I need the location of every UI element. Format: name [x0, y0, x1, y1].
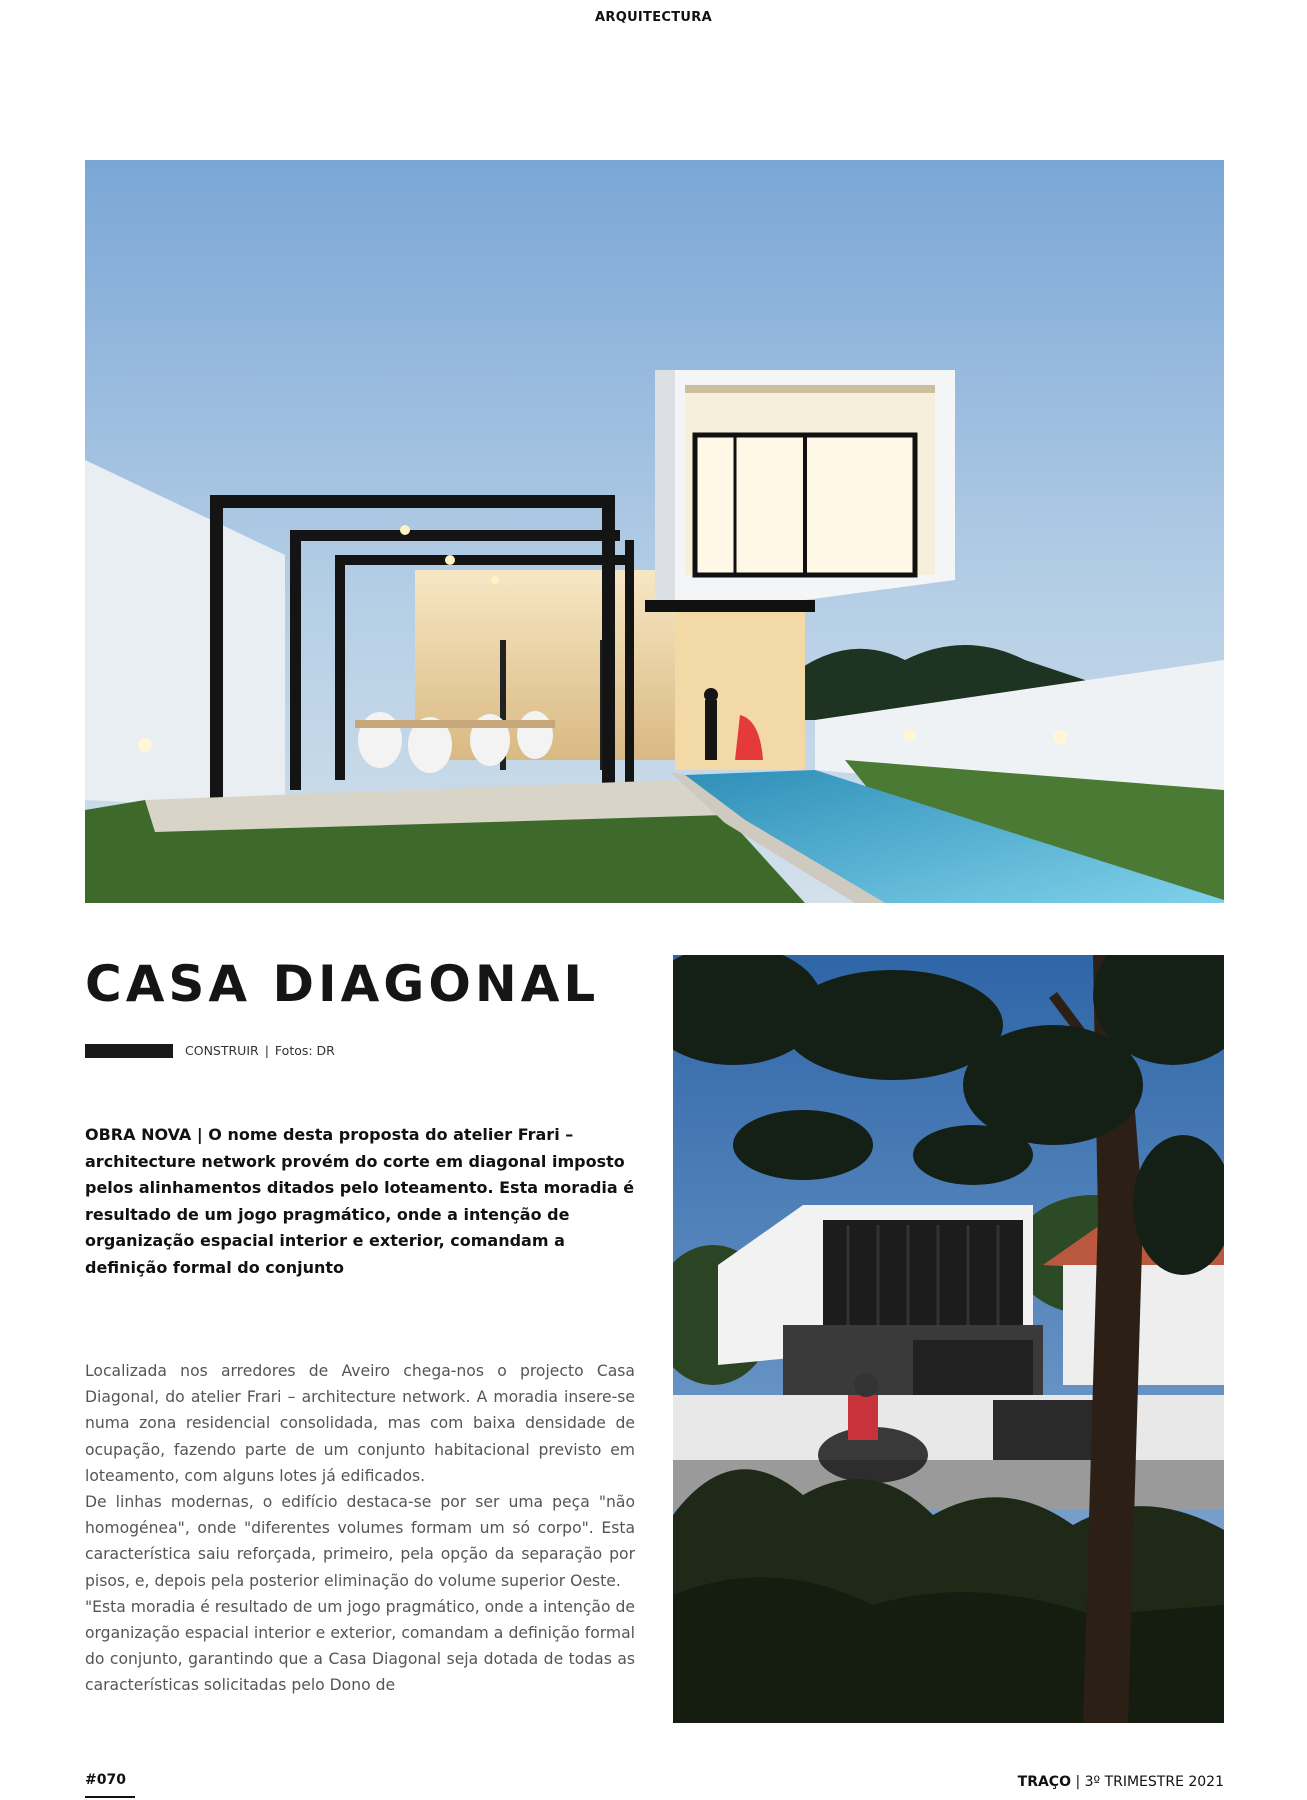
- lead-paragraph: OBRA NOVA | O nome desta proposta do atelier Frari – architecture network provém do corte em diagonal imposto pelos alinhamentos ditados pelo loteamento. Esta moradia é resultado de um jogo pragmático, onde a intenção de organização espacial interior e exterior, comandam a definição formal do conjunto: [85, 1125, 635, 1277]
- section-label: ARQUITECTURA: [595, 10, 712, 25]
- footer-brand: TRAÇO: [1017, 1774, 1071, 1790]
- byline-bar: [85, 1044, 173, 1058]
- article-title: CASA DIAGONAL: [85, 955, 600, 1013]
- side-photo: [673, 955, 1224, 1723]
- footer-issue: [1018, 1774, 1224, 1790]
- page-number-rule: [85, 1796, 135, 1798]
- hero-photo: [85, 160, 1224, 903]
- page-number: #070: [85, 1772, 126, 1788]
- byline: [185, 1043, 335, 1058]
- byline-separator: |: [264, 1043, 269, 1058]
- body-text: [85, 1358, 635, 1699]
- body-paragraph: Localizada nos arredores de Aveiro chega-nos o projecto Casa Diagonal, do atelier Frari – architecture network. A moradia insere-se numa zona residencial consolidada, mas com baixa densidade de ocupação, fazendo parte de um conjunto habitacional previsto em loteamento, com alguns lotes já edificados.: [85, 1362, 635, 1485]
- footer-issue-label: 3º TRIMESTRE 2021: [1084, 1774, 1224, 1790]
- body-paragraph: "Esta moradia é resultado de um jogo pragmático, onde a intenção de organização espacial interior e exterior, comandam a definição formal do conjunto, garantindo que a Casa Diagonal seja dotada de todas as características solicitadas pelo Dono de: [85, 1597, 635, 1695]
- side-photo-illustration: [673, 955, 1224, 1723]
- byline-photos: Fotos: DR: [274, 1043, 335, 1058]
- footer-separator: |: [1075, 1774, 1081, 1790]
- hero-photo-illustration: [85, 160, 1224, 903]
- byline-source: CONSTRUIR: [185, 1043, 259, 1058]
- body-paragraph: De linhas modernas, o edifício destaca-se por ser uma peça "não homogénea", onde "diferentes volumes formam um só corpo". Esta característica saiu reforçada, primeiro, pela opção da separação por pisos, e, depois pela posterior eliminação do volume superior Oeste.: [85, 1493, 635, 1590]
